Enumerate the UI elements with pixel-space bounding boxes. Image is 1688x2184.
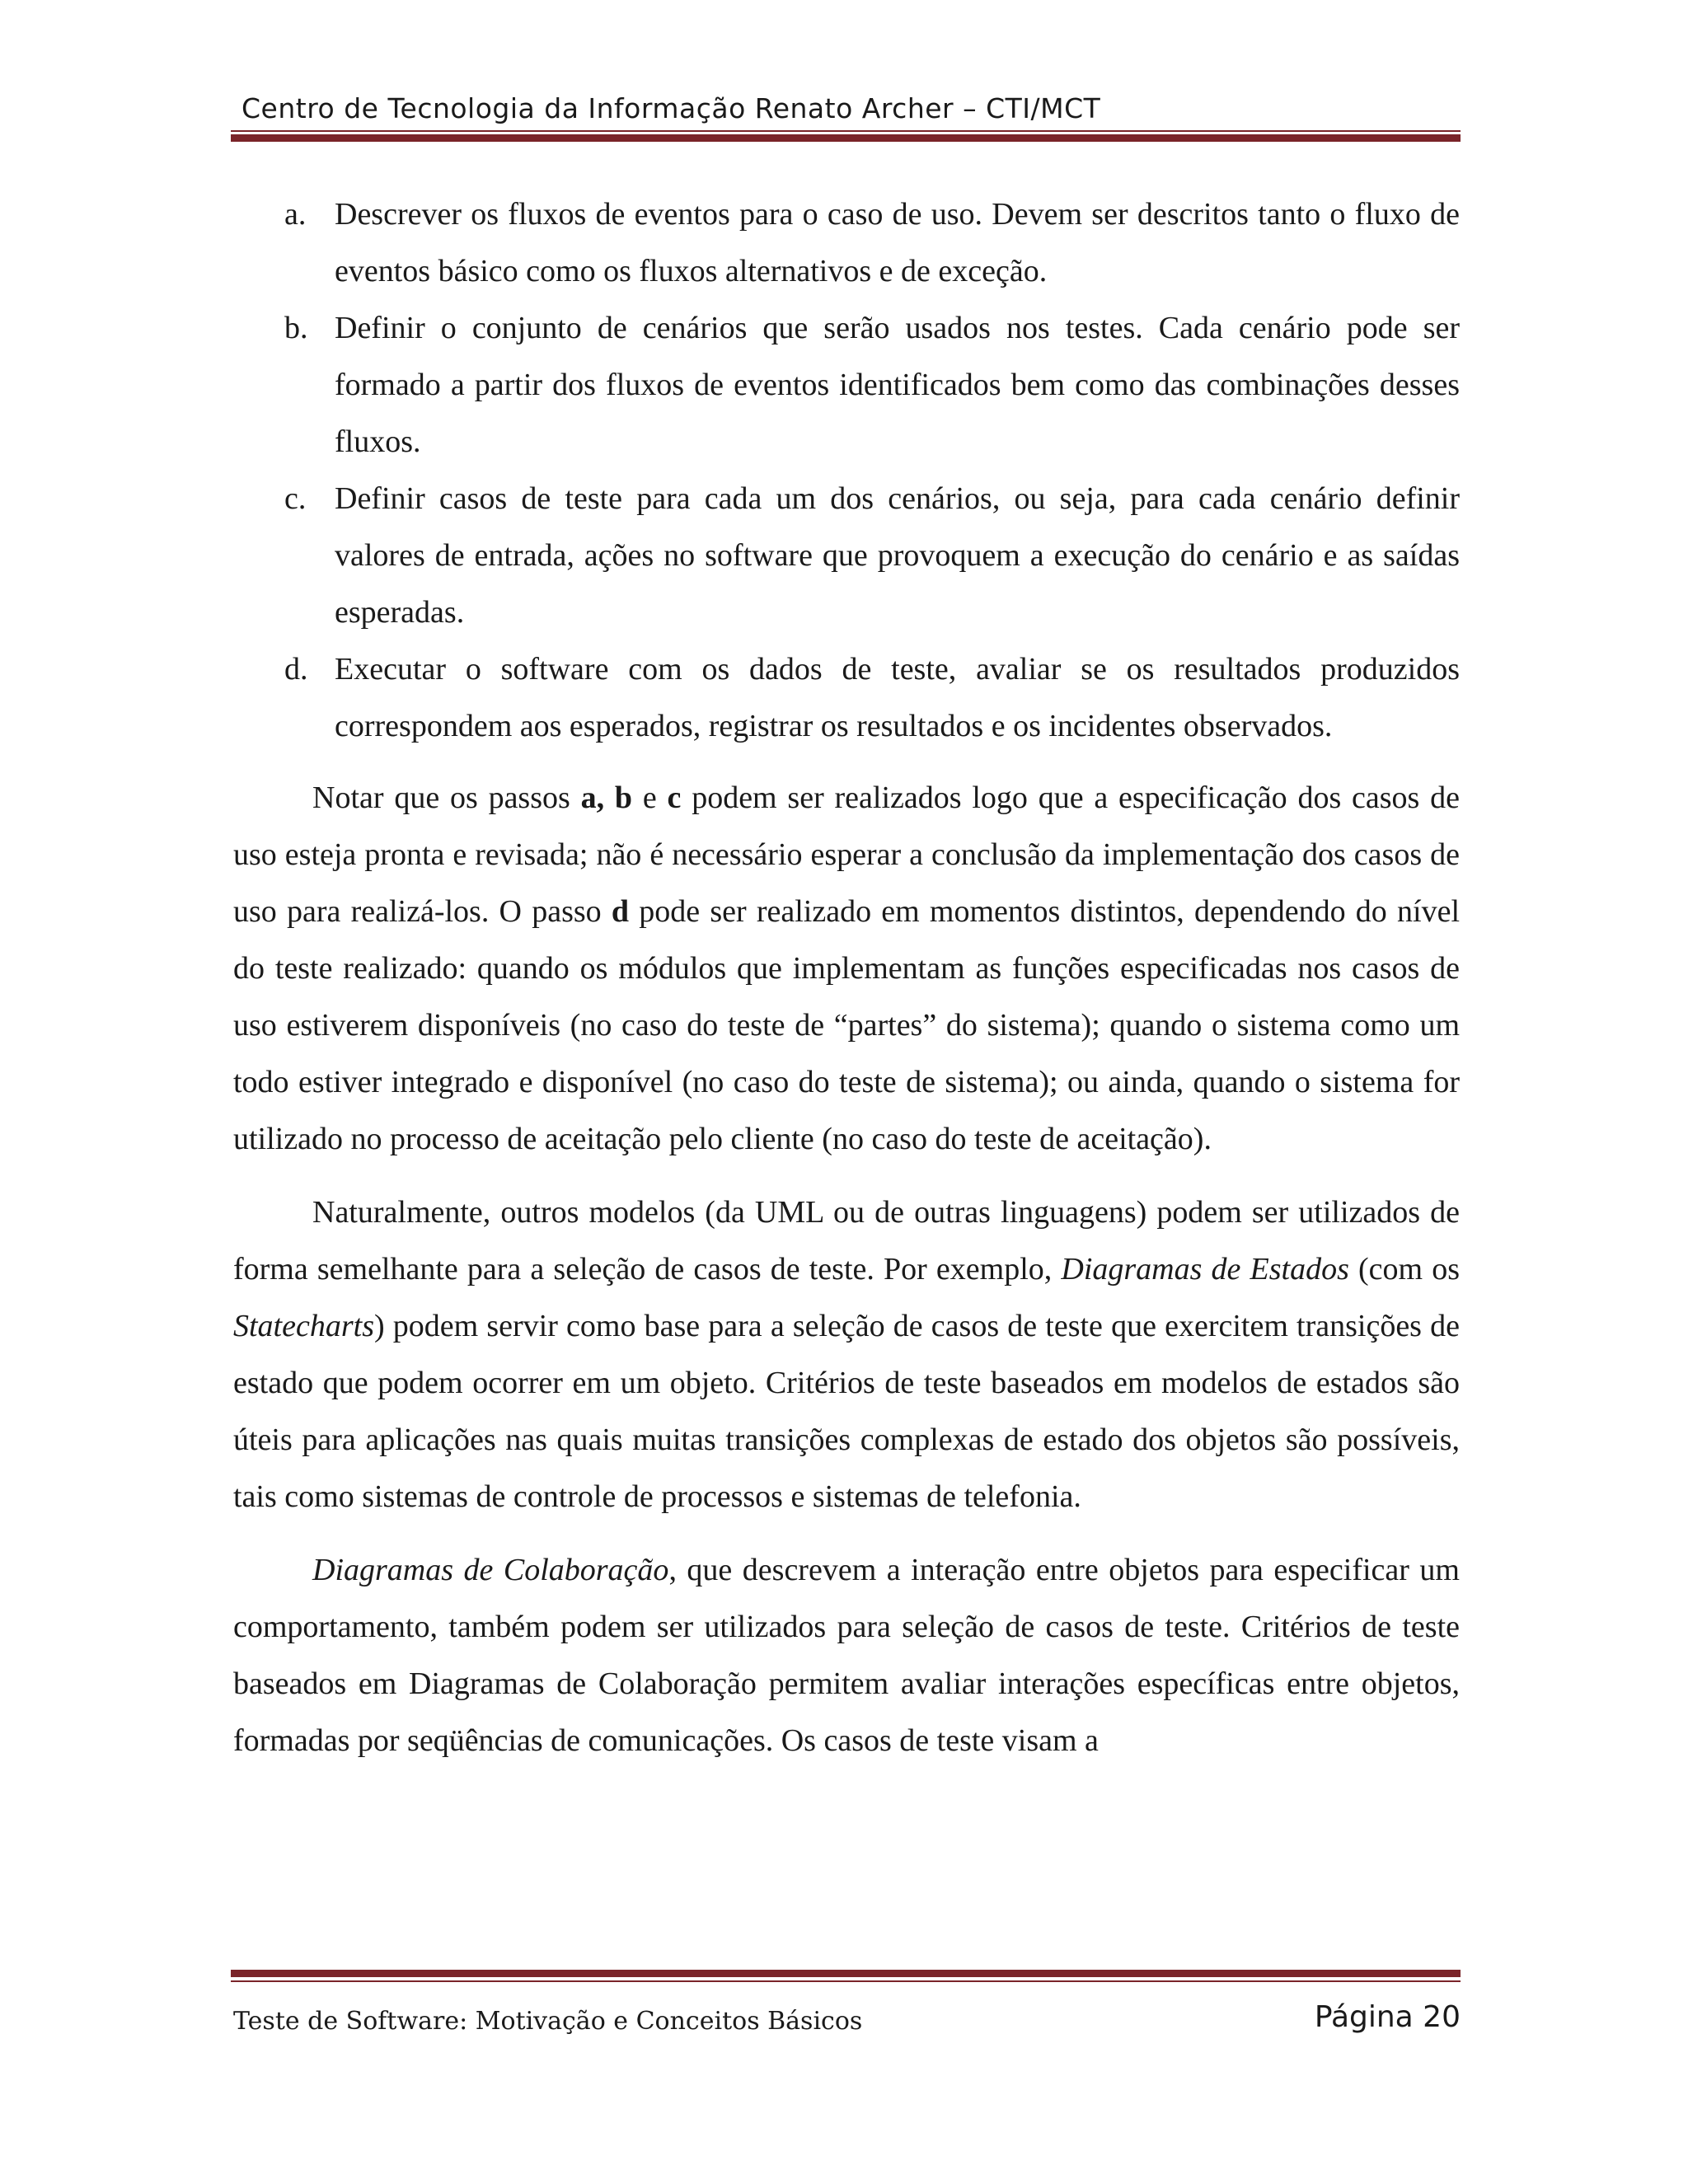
- text-run: podem ser realizados logo que a especificação dos casos de uso esteja pronta e revisada; não é necessário esperar a conclusão da implementação dos casos de uso para realizá-los. O passo: [233, 780, 1460, 929]
- list-marker: b.: [284, 311, 308, 345]
- header-rule-thin: [231, 130, 1461, 132]
- text-run: Naturalmente, outros modelos (da UML ou de outras linguagens) podem ser utilizados de forma semelhante para a seleção de casos de teste. Por exemplo,: [233, 1195, 1460, 1286]
- paragraph-state-diagrams: [233, 1184, 1460, 1526]
- list-item-text: Executar o software com os dados de teste, avaliar se os resultados produzidos correspondem aos esperados, registrar os resultados e os incidentes observados.: [335, 652, 1460, 743]
- list-marker: c.: [284, 481, 307, 516]
- paragraph-steps-note: [233, 770, 1460, 1168]
- text-run: Notar que os passos: [312, 780, 581, 815]
- italic-run: Diagramas de Estados: [1061, 1252, 1349, 1286]
- header-title: Centro de Tecnologia da Informação Renato Archer – CTI/MCT: [241, 92, 1101, 124]
- text-run: e: [632, 780, 668, 815]
- list-item: [233, 300, 1460, 471]
- list-marker: a.: [284, 197, 307, 232]
- footer-rule-thick: [231, 1970, 1461, 1977]
- list-item: [233, 471, 1460, 641]
- bold-run: d: [611, 894, 630, 929]
- list-item-text: Definir o conjunto de cenários que serão usados nos testes. Cada cenário pode ser formado a partir dos fluxos de eventos identificados bem como das combinações desses fluxos.: [335, 311, 1460, 459]
- list-item-text: Definir casos de teste para cada um dos cenários, ou seja, para cada cenário definir valores de entrada, ações no software que provoquem a execução do cenário e as saídas esperadas.: [335, 481, 1460, 630]
- paragraph-collaboration-diagrams: [233, 1542, 1460, 1769]
- list-marker: d.: [284, 652, 308, 687]
- text-run: pode ser realizado em momentos distintos, dependendo do nível do teste realizado: quando os módulos que implementam as funções especificadas nos casos de uso estiverem disponíveis (no caso do teste de “partes” do sistema); quando o sistema como um todo estiver integrado e disponível (no caso do teste de sistema); ou ainda, quando o sistema for utilizado no processo de aceitação pelo cliente (no caso do teste de aceitação).: [233, 894, 1461, 1156]
- header-rule-thick: [231, 134, 1461, 142]
- text-run: , que descrevem a interação entre objetos para especificar um comportamento, também podem ser utilizados para seleção de casos de teste. Critérios de teste baseados em Diagramas de Colaboração permitem avaliar interações específicas entre objetos, formadas por seqüências de comunicações. Os casos de teste visam a: [233, 1553, 1460, 1758]
- list-item-text: Descrever os fluxos de eventos para o caso de uso. Devem ser descritos tanto o fluxo de eventos básico como os fluxos alternativos e de exceção.: [335, 197, 1460, 288]
- footer-rule-thin: [231, 1980, 1461, 1982]
- bold-run: c: [667, 780, 682, 815]
- bold-run: a, b: [580, 780, 633, 815]
- list-item: [233, 641, 1460, 755]
- list-item: [233, 186, 1460, 300]
- text-run: ) podem servir como base para a seleção de casos de teste que exercitem transições de estado que podem ocorrer em um objeto. Critérios de teste baseados em modelos de estados são úteis para aplicações nas quais muitas transições complexas de estado dos objetos são possíveis, tais como sistemas de controle de processos e sistemas de telefonia.: [233, 1309, 1460, 1514]
- steps-list: [233, 186, 1460, 755]
- italic-run: Statecharts: [233, 1309, 374, 1343]
- footer-title: Teste de Software: Motivação e Conceitos Básicos: [233, 2007, 863, 2036]
- page-number: Página 20: [1314, 2000, 1461, 2034]
- text-run: (com os: [1348, 1252, 1460, 1286]
- italic-run: Diagramas de Colaboração: [312, 1553, 669, 1587]
- page-body: [233, 186, 1460, 1769]
